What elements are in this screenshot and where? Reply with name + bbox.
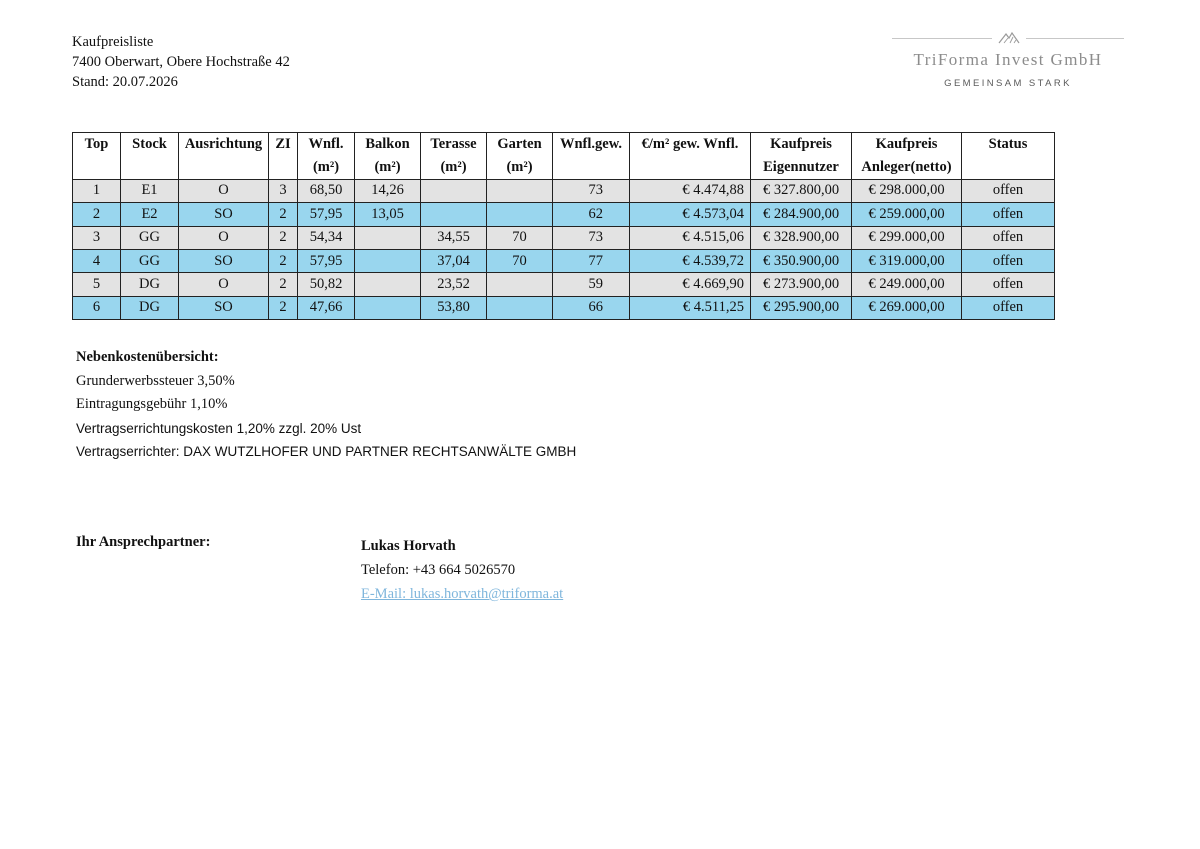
table-cell: 3: [269, 179, 298, 202]
table-cell: 1: [73, 179, 121, 202]
contact-email-link[interactable]: E-Mail: lukas.horvath@triforma.at: [361, 586, 564, 602]
table-cell: offen: [962, 226, 1055, 249]
contact-label: Ihr Ansprechpartner:: [76, 534, 211, 550]
table-row: [73, 249, 1055, 272]
header-cell: Kaufpreis: [852, 133, 962, 156]
header-cell: [121, 156, 179, 179]
header-cell: (m²): [298, 156, 355, 179]
table-cell: € 249.000,00: [852, 273, 962, 296]
table-cell: GG: [121, 226, 179, 249]
header-cell: [269, 156, 298, 179]
header-cell: (m²): [355, 156, 421, 179]
table-cell: O: [179, 226, 269, 249]
table-cell: offen: [962, 273, 1055, 296]
header-cell: Eigennutzer: [751, 156, 852, 179]
header-cell: (m²): [487, 156, 553, 179]
table-cell: O: [179, 179, 269, 202]
header-cell: Stock: [121, 133, 179, 156]
table-cell: 2: [269, 273, 298, 296]
header-cell: Status: [962, 133, 1055, 156]
table-cell: offen: [962, 296, 1055, 319]
contact-phone: Telefon: +43 664 5026570: [361, 562, 516, 578]
table-cell: € 269.000,00: [852, 296, 962, 319]
document-title: Kaufpreisliste: [72, 34, 154, 50]
header-cell: Kaufpreis: [751, 133, 852, 156]
table-cell: [355, 226, 421, 249]
header-cell: [962, 156, 1055, 179]
logo-company-name: TriForma Invest GmbH: [913, 50, 1103, 69]
header-cell: Wnfl.: [298, 133, 355, 156]
document-header: [72, 32, 290, 92]
table-cell: € 4.669,90: [630, 273, 751, 296]
table-cell: [355, 249, 421, 272]
header-cell: [553, 156, 630, 179]
table-cell: offen: [962, 203, 1055, 226]
table-cell: 77: [553, 249, 630, 272]
table-cell: 70: [487, 249, 553, 272]
table-cell: 4: [73, 249, 121, 272]
costs-title: Nebenkostenübersicht:: [76, 349, 219, 365]
table-cell: 73: [553, 226, 630, 249]
table-cell: € 350.900,00: [751, 249, 852, 272]
table-cell: € 298.000,00: [852, 179, 962, 202]
table-cell: € 273.900,00: [751, 273, 852, 296]
table-cell: [421, 179, 487, 202]
logo-rule-left: [892, 38, 992, 39]
logo-tagline: GEMEINSAM STARK: [944, 78, 1072, 89]
header-cell: €/m² gew. Wnfl.: [630, 133, 751, 156]
table-cell: 2: [269, 296, 298, 319]
table-cell: € 327.800,00: [751, 179, 852, 202]
table-cell: 2: [73, 203, 121, 226]
header-cell: Balkon: [355, 133, 421, 156]
table-cell: E1: [121, 179, 179, 202]
table-cell: offen: [962, 249, 1055, 272]
table-cell: SO: [179, 249, 269, 272]
header-cell: Wnfl.gew.: [553, 133, 630, 156]
table-cell: 50,82: [298, 273, 355, 296]
logo-rule-right: [1026, 38, 1124, 39]
table-cell: 2: [269, 203, 298, 226]
cost-item: Grunderwerbssteuer 3,50%: [76, 372, 235, 389]
price-table: [72, 132, 1055, 320]
table-cell: 37,04: [421, 249, 487, 272]
table-cell: E2: [121, 203, 179, 226]
cost-item: Vertragserrichter: DAX WUTZLHOFER UND PARTNER RECHTSANWÄLTE GMBH: [76, 444, 577, 459]
table-cell: € 4.511,25: [630, 296, 751, 319]
header-cell: [73, 156, 121, 179]
table-cell: € 4.573,04: [630, 203, 751, 226]
table-cell: € 259.000,00: [852, 203, 962, 226]
header-cell: Terasse: [421, 133, 487, 156]
table-cell: 68,50: [298, 179, 355, 202]
table-cell: 5: [73, 273, 121, 296]
header-cell: Ausrichtung: [179, 133, 269, 156]
table-cell: [487, 179, 553, 202]
table-cell: 70: [487, 226, 553, 249]
table-cell: 53,80: [421, 296, 487, 319]
header-cell: ZI: [269, 133, 298, 156]
table-row: [73, 179, 1055, 202]
cost-item: Vertragserrichtungskosten 1,20% zzgl. 20% Ust: [76, 420, 362, 436]
table-cell: 14,26: [355, 179, 421, 202]
cost-item: Eintragungsgebühr 1,10%: [76, 396, 228, 412]
table-cell: 6: [73, 296, 121, 319]
table-row: [73, 296, 1055, 319]
table-cell: GG: [121, 249, 179, 272]
table-cell: 57,95: [298, 203, 355, 226]
contact-block: [361, 534, 563, 606]
table-cell: 62: [553, 203, 630, 226]
table-row: [73, 203, 1055, 226]
table-cell: SO: [179, 203, 269, 226]
table-cell: € 4.474,88: [630, 179, 751, 202]
ancillary-costs: [76, 346, 576, 464]
table-cell: € 328.900,00: [751, 226, 852, 249]
table-header-unit-row: [73, 156, 1055, 179]
table-cell: 73: [553, 179, 630, 202]
contact-name: Lukas Horvath: [361, 538, 456, 554]
document-date: Stand: 20.07.2026: [72, 74, 178, 90]
table-cell: 2: [269, 226, 298, 249]
table-cell: 2: [269, 249, 298, 272]
table-cell: 23,52: [421, 273, 487, 296]
table-cell: [421, 203, 487, 226]
table-row: [73, 226, 1055, 249]
table-cell: [355, 273, 421, 296]
company-logo: [886, 28, 1130, 98]
table-cell: SO: [179, 296, 269, 319]
table-cell: 57,95: [298, 249, 355, 272]
table-cell: 34,55: [421, 226, 487, 249]
header-cell: (m²): [421, 156, 487, 179]
table-cell: 66: [553, 296, 630, 319]
table-cell: 47,66: [298, 296, 355, 319]
mountain-icon: [996, 29, 1022, 45]
table-cell: [487, 273, 553, 296]
header-cell: [179, 156, 269, 179]
header-cell: Garten: [487, 133, 553, 156]
table-cell: offen: [962, 179, 1055, 202]
table-cell: 13,05: [355, 203, 421, 226]
table-cell: [487, 203, 553, 226]
header-cell: Anleger(netto): [852, 156, 962, 179]
table-cell: € 299.000,00: [852, 226, 962, 249]
property-address: 7400 Oberwart, Obere Hochstraße 42: [72, 54, 290, 70]
table-cell: € 4.539,72: [630, 249, 751, 272]
table-cell: [355, 296, 421, 319]
table-cell: 54,34: [298, 226, 355, 249]
table-cell: € 295.900,00: [751, 296, 852, 319]
table-cell: 59: [553, 273, 630, 296]
table-row: [73, 273, 1055, 296]
table-cell: DG: [121, 296, 179, 319]
table-cell: € 319.000,00: [852, 249, 962, 272]
table-cell: 3: [73, 226, 121, 249]
table-cell: € 4.515,06: [630, 226, 751, 249]
header-cell: [630, 156, 751, 179]
header-cell: Top: [73, 133, 121, 156]
table-cell: [487, 296, 553, 319]
table-cell: € 284.900,00: [751, 203, 852, 226]
table-cell: DG: [121, 273, 179, 296]
table-header-row: [73, 133, 1055, 156]
table-cell: O: [179, 273, 269, 296]
